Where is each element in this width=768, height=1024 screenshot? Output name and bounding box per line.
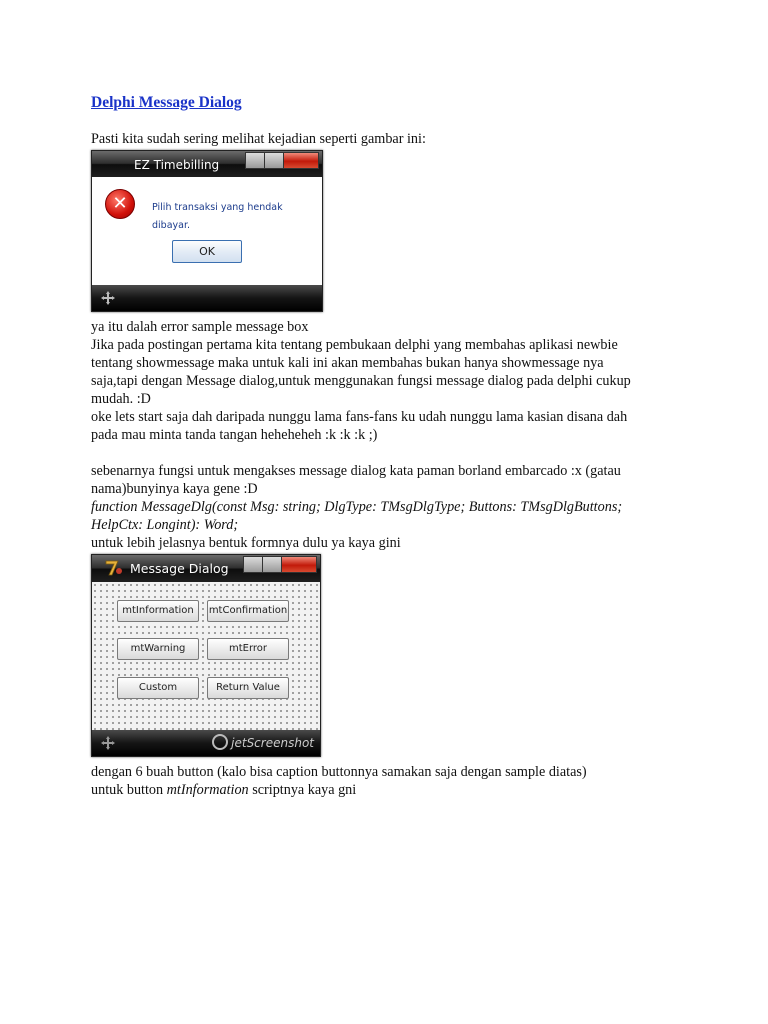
- text-line: pada mau minta tanda tangan heheheheh :k :k :k ;): [91, 427, 378, 443]
- dialog-message: Pilih transaksi yang hendak dibayar.: [152, 202, 283, 231]
- text-line: sebenarnya fungsi untuk mengakses message dialog kata paman borland embarcado :x (gatau: [91, 463, 621, 479]
- window-buttons: [246, 152, 319, 169]
- close-icon[interactable]: [281, 556, 317, 573]
- intro-text: Pasti kita sudah sering melihat kejadian seperti gambar ini:: [91, 131, 426, 147]
- minimize-icon[interactable]: [245, 152, 265, 169]
- maximize-icon[interactable]: [264, 152, 284, 169]
- after-text-line-1: dengan 6 buah button (kalo bisa caption buttonnya samakan saja dengan sample diatas): [91, 764, 587, 780]
- dialog-title: EZ Timebilling: [134, 158, 220, 172]
- delphi-logo-icon: [104, 559, 124, 577]
- window-buttons: [244, 556, 317, 573]
- form-body: [92, 582, 320, 730]
- message-dialog-form: [91, 554, 321, 757]
- ok-button[interactable]: OK: [172, 240, 242, 263]
- post-title-link[interactable]: Delphi Message Dialog: [91, 94, 242, 111]
- maximize-icon[interactable]: [262, 556, 282, 573]
- text-line: saja,tapi dengan Message dialog,untuk menggunakan fungsi message dialog pada delphi cukup: [91, 373, 631, 389]
- inline-code: mtInformation: [166, 782, 249, 798]
- error-icon: ✕: [105, 189, 135, 219]
- mterror-button[interactable]: mtError: [207, 638, 289, 660]
- document-page: [91, 92, 671, 799]
- text-line: oke lets start saja dah daripada nunggu lama fans-fans ku udah nunggu lama kasian disana dah: [91, 409, 628, 425]
- function-signature: HelpCtx: Longint): Word;: [91, 517, 239, 533]
- form-intro-text: untuk lebih jelasnya bentuk formnya dulu ya kaya gini: [91, 535, 401, 551]
- form-titlebar: [92, 555, 320, 582]
- jetscreenshot-logo-icon: [212, 734, 228, 750]
- form-footer: [92, 730, 320, 756]
- spacer: [91, 444, 671, 462]
- dialog-footer: [92, 285, 322, 311]
- text-line: tentang showmessage maka untuk kali ini akan membahas bukan hanya showmessage nya: [91, 355, 604, 371]
- mtwarning-button[interactable]: mtWarning: [117, 638, 199, 660]
- text-line: ya itu dalah error sample message box: [91, 319, 309, 335]
- close-icon[interactable]: [283, 152, 319, 169]
- text-line: Jika pada postingan pertama kita tentang pembukaan delphi yang membahas aplikasi newbie: [91, 337, 618, 353]
- mtconfirmation-button[interactable]: mtConfirmation: [207, 600, 289, 622]
- paragraph-2: [91, 462, 671, 552]
- form-title: Message Dialog: [130, 561, 229, 576]
- move-icon: [100, 290, 116, 306]
- mtinformation-button[interactable]: mtInformation: [117, 600, 199, 622]
- text-line: nama)bunyinya kaya gene :D: [91, 481, 258, 497]
- dialog-titlebar: [92, 151, 322, 177]
- paragraph-1: [91, 318, 671, 444]
- dialog-body: [92, 177, 322, 285]
- minimize-icon[interactable]: [243, 556, 263, 573]
- text-line: mudah. :D: [91, 391, 151, 407]
- function-signature: function MessageDlg(const Msg: string; DlgType: TMsgDlgType; Buttons: TMsgDlgButtons;: [91, 499, 623, 515]
- jetscreenshot-watermark: jetScreenshot: [212, 734, 314, 752]
- after-text-line-2: untuk button mtInformation scriptnya kaya gni: [91, 782, 357, 798]
- custom-button[interactable]: Custom: [117, 677, 199, 699]
- move-icon: [100, 735, 116, 751]
- ez-timebilling-dialog: [91, 150, 323, 312]
- return-value-button[interactable]: Return Value: [207, 677, 289, 699]
